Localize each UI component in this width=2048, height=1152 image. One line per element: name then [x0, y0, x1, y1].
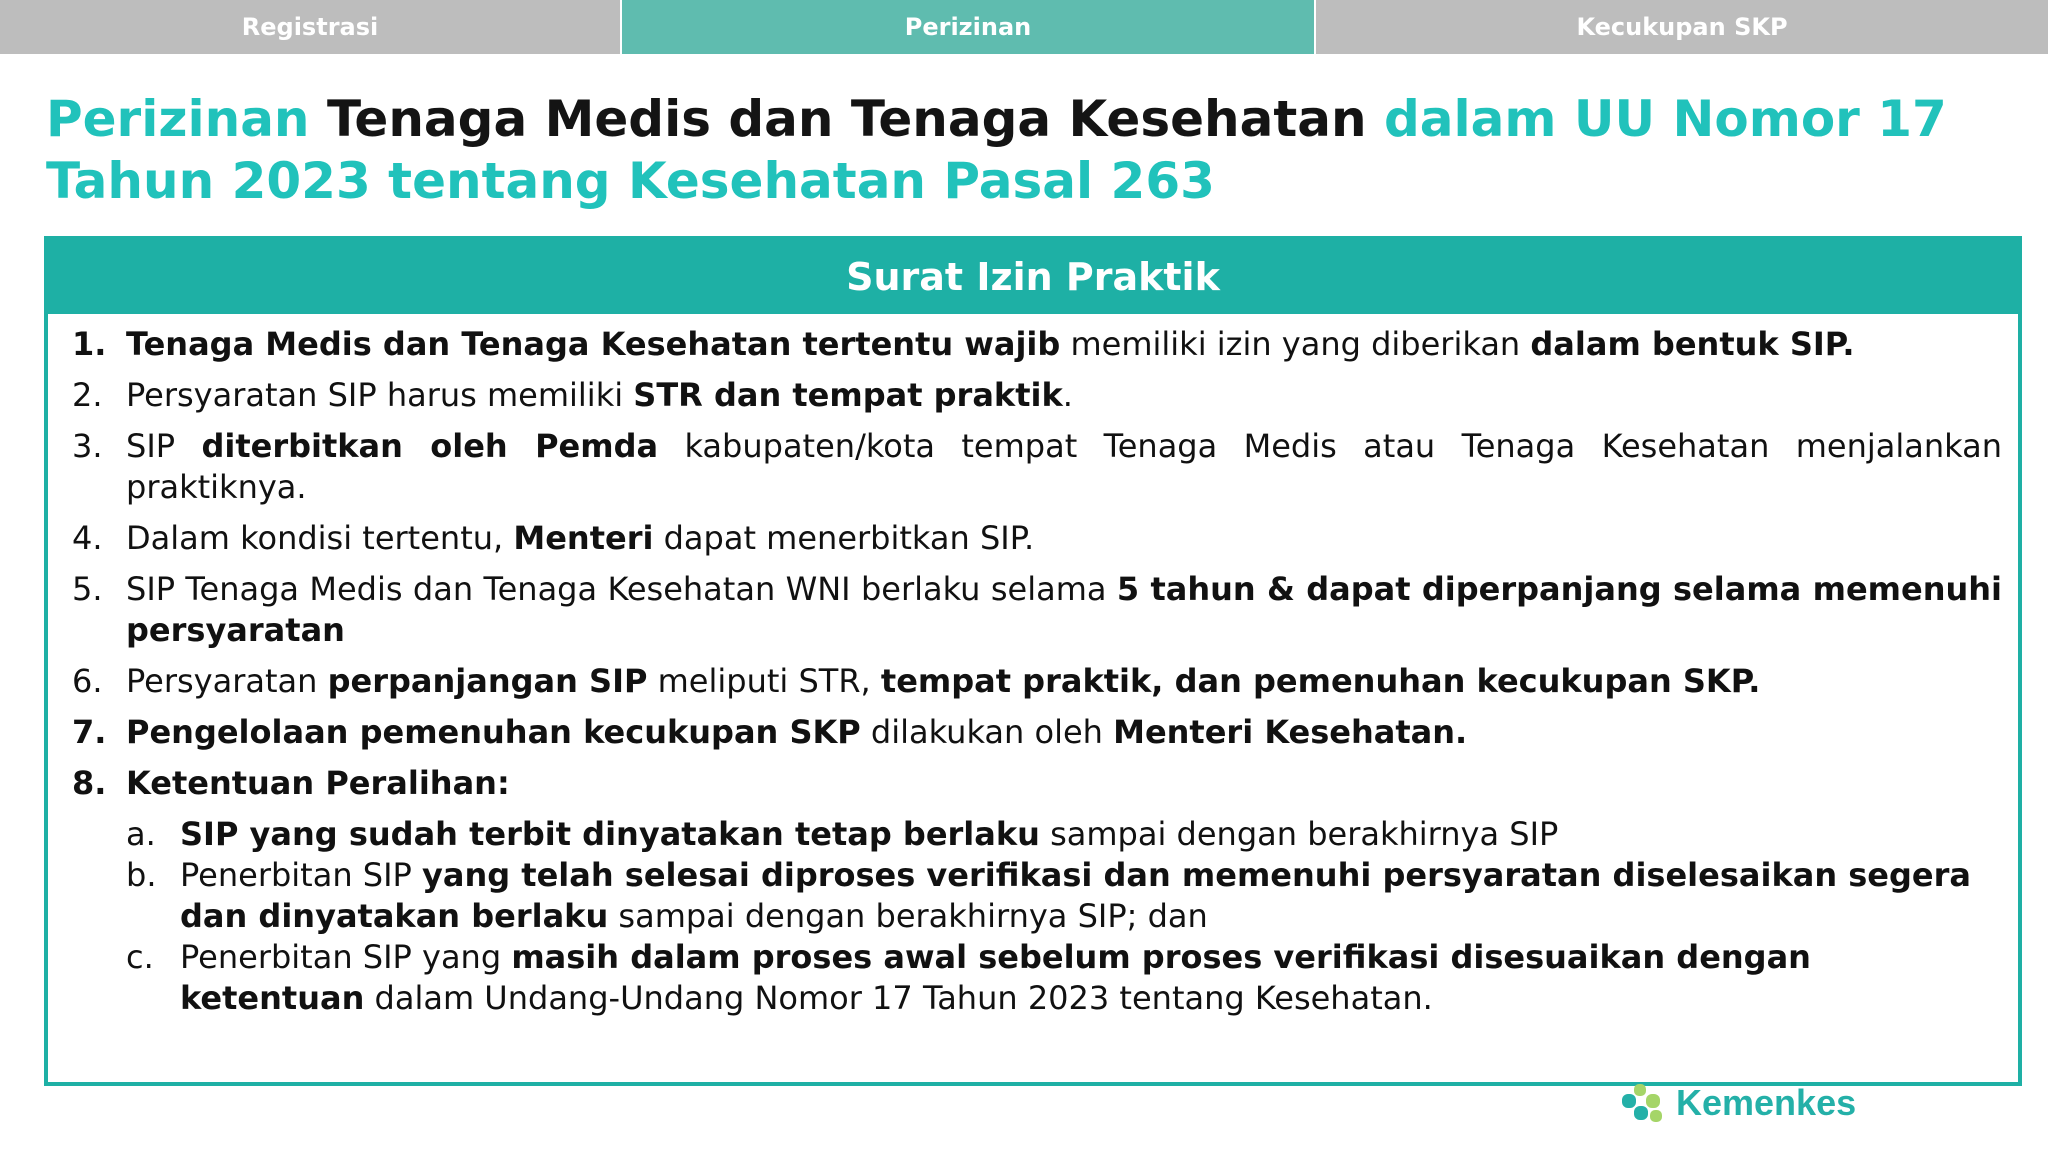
sub-list-item — [62, 855, 2002, 937]
item-bold-text: tempat praktik, dan pemenuhan kecukupan SKP. — [880, 662, 1761, 700]
item-text: Penerbitan SIP yang — [180, 938, 512, 976]
item-text: Persyaratan — [126, 662, 328, 700]
list-item — [62, 375, 2002, 416]
item-text: sampai dengan berakhirnya SIP — [1039, 815, 1559, 853]
kemenkes-logo-icon — [1618, 1080, 1668, 1126]
item-number: 8. — [72, 764, 107, 802]
item-bold-text: Ketentuan Peralihan: — [126, 764, 510, 802]
title-main: Tenaga Medis dan Tenaga Kesehatan — [326, 90, 1367, 148]
list-item — [62, 324, 2002, 365]
item-text: SIP — [126, 427, 202, 465]
item-bold-text: yang telah selesai diproses verifikasi dan memenuhi persyaratan diselesaikan segera dan dinyatakan berlaku — [180, 856, 1971, 935]
item-bold-text: 5 tahun & dapat diperpanjang selama memenuhi persyaratan — [126, 570, 2003, 649]
item-text: Dalam kondisi tertentu, — [126, 519, 514, 557]
sub-list-item — [62, 937, 2002, 1019]
item-text: memiliki izin yang diberikan — [1060, 325, 1531, 363]
rules-list — [62, 324, 2002, 1019]
tab-perizinan[interactable]: Perizinan — [622, 0, 1316, 54]
tab-kecukupan-skp[interactable]: Kecukupan SKP — [1316, 0, 2048, 54]
item-bold-text: Pengelolaan pemenuhan kecukupan SKP — [126, 713, 861, 751]
item-bold-text: STR dan tempat praktik — [633, 376, 1063, 414]
page-title — [46, 88, 1986, 212]
sub-list-item — [62, 814, 2002, 855]
item-text: sampai dengan berakhirnya SIP; dan — [608, 897, 1208, 935]
item-text: dilakukan oleh — [860, 713, 1114, 751]
tab-bar — [0, 0, 2048, 56]
item-bold-text: Menteri — [513, 519, 654, 557]
list-item — [62, 569, 2002, 651]
kemenkes-logo — [1618, 1078, 1856, 1128]
sub-item-letter: a. — [126, 815, 156, 853]
item-text: Persyaratan SIP harus memiliki — [126, 376, 634, 414]
item-number: 7. — [72, 713, 107, 751]
item-text: kabupaten/kota tempat Tenaga Medis atau Tenaga Kesehatan menjalankan praktiknya. — [126, 427, 2003, 506]
item-bold-text: Menteri Kesehatan. — [1113, 713, 1468, 751]
item-text: dapat menerbitkan SIP. — [653, 519, 1035, 557]
item-number: 5. — [72, 570, 103, 608]
list-item — [62, 426, 2002, 508]
item-bold-text: Tenaga Medis dan Tenaga Kesehatan tertentu wajib — [126, 325, 1061, 363]
box-header: Surat Izin Praktik — [48, 240, 2018, 314]
title-highlight-1: Perizinan — [46, 90, 310, 148]
list-item — [62, 518, 2002, 559]
item-bold-text: diterbitkan oleh Pemda — [201, 427, 659, 465]
item-text: Penerbitan SIP — [180, 856, 422, 894]
item-text: SIP Tenaga Medis dan Tenaga Kesehatan WNI berlaku selama — [126, 570, 1117, 608]
item-number: 4. — [72, 519, 103, 557]
item-bold-text: masih dalam proses awal sebelum proses verifikasi disesuaikan dengan ketentuan — [180, 938, 1811, 1017]
item-number: 2. — [72, 376, 103, 414]
item-text: dalam Undang-Undang Nomor 17 Tahun 2023 tentang Kesehatan. — [364, 979, 1433, 1017]
list-item — [62, 661, 2002, 702]
list-item — [62, 763, 2002, 804]
item-number: 1. — [72, 325, 107, 363]
title-highlight-2: dalam UU Nomor 17 Tahun 2023 tentang Kesehatan Pasal 263 — [46, 90, 1947, 210]
item-bold-text: perpanjangan SIP — [327, 662, 648, 700]
item-bold-text: SIP yang sudah terbit dinyatakan tetap berlaku — [180, 815, 1040, 853]
item-text: meliputi STR, — [647, 662, 881, 700]
list-item — [62, 712, 2002, 753]
item-bold-text: dalam bentuk SIP. — [1530, 325, 1855, 363]
item-number: 6. — [72, 662, 103, 700]
item-number: 3. — [72, 427, 103, 465]
sub-item-letter: b. — [126, 856, 157, 894]
content-box — [44, 236, 2022, 1086]
sub-item-letter: c. — [126, 938, 154, 976]
logo-text: Kemenkes — [1676, 1082, 1857, 1123]
item-text: . — [1062, 376, 1073, 414]
tab-registrasi[interactable]: Registrasi — [0, 0, 622, 54]
